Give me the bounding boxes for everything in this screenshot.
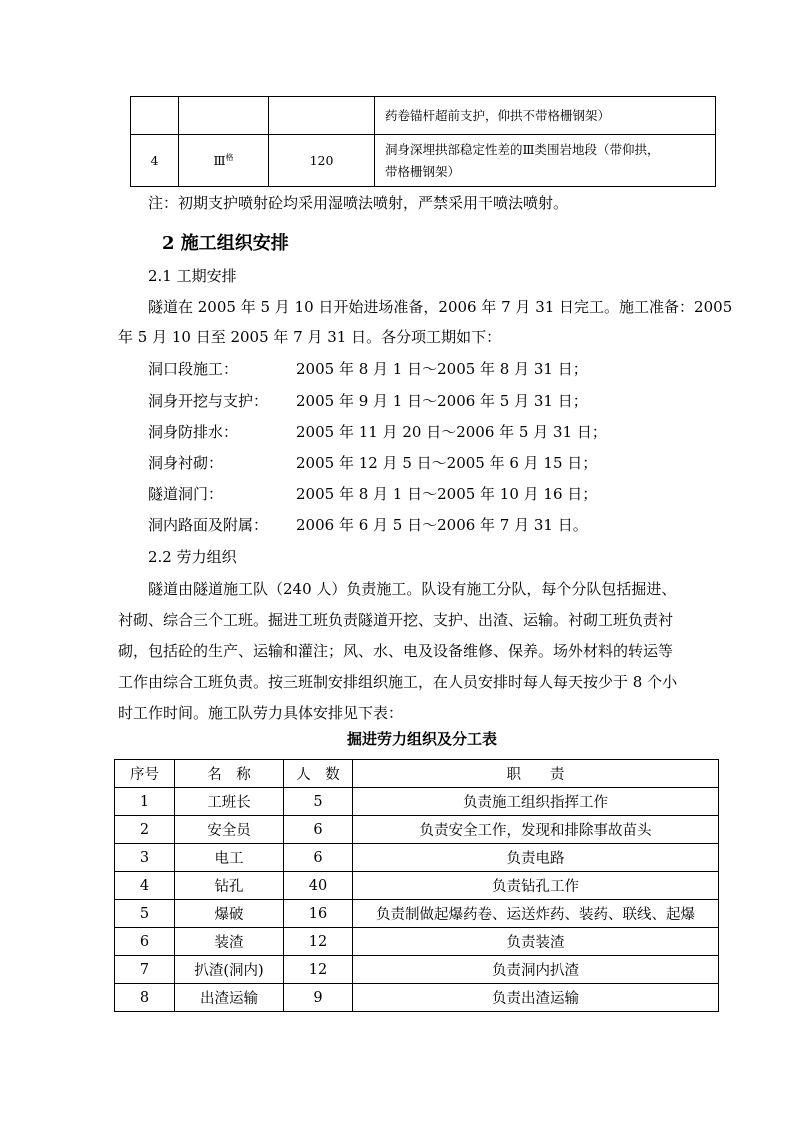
paragraph-line: 砌，包括砼的生产、运输和灌注；风、水、电及设备维修、保养。场外材料的转运等 <box>118 642 674 660</box>
table-cell <box>179 135 269 187</box>
desc-line: 洞身深埋拱部稳定性差的Ⅲ类围岩地段（带仰拱， <box>385 141 660 157</box>
subsection-title: 2.1 工期安排 <box>148 267 237 285</box>
table-cell: 工班长 <box>175 788 284 816</box>
desc-line: 带格栅钢架） <box>385 163 461 179</box>
labor-table <box>114 759 719 1012</box>
table-cell: 12 <box>284 928 353 956</box>
paragraph-line: 隧道在 2005 年 5 月 10 日开始进场准备，2006 年 7 月 31 日完工。施工准备：2005 <box>148 298 733 316</box>
table-cell: 6 <box>115 928 175 956</box>
column-header: 序号 <box>115 760 175 788</box>
table-caption: 掘进劳力组织及分工表 <box>347 730 498 748</box>
table-header-row <box>115 760 719 788</box>
table-row <box>115 984 719 1012</box>
paragraph-line: 年 5 月 10 日至 2005 年 7 月 31 日。各分项工期如下： <box>118 328 502 346</box>
schedule-label: 隧道洞门： <box>148 485 224 503</box>
table-cell <box>269 97 375 135</box>
table-cell: 扒渣(洞内) <box>175 956 284 984</box>
paragraph-line: 时工作时间。施工队劳力具体安排见下表： <box>118 704 404 722</box>
schedule-range: 2005 年 11 月 20 日～2006 年 5 月 31 日； <box>296 423 607 441</box>
table-cell: 负责制做起爆药卷、运送炸药、装药、联线、起爆 <box>353 900 719 928</box>
table-cell <box>375 135 716 187</box>
table-cell: 负责洞内扒渣 <box>353 956 719 984</box>
table-cell: 1 <box>115 788 175 816</box>
table-cell: 5 <box>115 900 175 928</box>
schedule-range: 2005 年 8 月 1 日～2005 年 10 月 16 日； <box>296 485 598 503</box>
table-cell <box>179 97 269 135</box>
table-cell: 爆破 <box>175 900 284 928</box>
schedule-range: 2005 年 12 月 5 日～2005 年 6 月 15 日； <box>296 454 598 472</box>
schedule-range: 2005 年 8 月 1 日～2005 年 8 月 31 日； <box>296 360 588 378</box>
table-cell: 负责安全工作，发现和排除事故苗头 <box>353 816 719 844</box>
table-cell: 4 <box>131 135 179 187</box>
paragraph-line: 隧道由隧道施工队（240 人）负责施工。队设有施工分队，每个分队包括掘进、 <box>148 580 677 598</box>
table-row <box>131 97 716 135</box>
table-cell: 7 <box>115 956 175 984</box>
table-cell: 120 <box>269 135 375 187</box>
table-cell: 负责施工组织指挥工作 <box>353 788 719 816</box>
table-row <box>115 900 719 928</box>
table-cell: 40 <box>284 872 353 900</box>
schedule-label: 洞口段施工： <box>148 360 239 378</box>
table-row <box>115 928 719 956</box>
table-cell: 负责装渣 <box>353 928 719 956</box>
table-cell: 2 <box>115 816 175 844</box>
schedule-label: 洞身衬砌： <box>148 454 224 472</box>
paragraph-line: 工作由综合工班负责。按三班制安排组织施工，在人员安排时每人每天按少于 8 个小 <box>118 673 678 691</box>
table-row <box>115 844 719 872</box>
table-cell: 4 <box>115 872 175 900</box>
schedule-range: 2006 年 6 月 5 日～2006 年 7 月 31 日。 <box>296 516 588 534</box>
table-cell: 电工 <box>175 844 284 872</box>
paragraph-line: 衬砌、综合三个工班。掘进工班负责隧道开挖、支护、出渣、运输。衬砌工班负责衬 <box>118 611 674 629</box>
rock-class-sup: 格 <box>225 153 234 163</box>
table-cell: 8 <box>115 984 175 1012</box>
column-header: 职 责 <box>353 760 719 788</box>
table-cell: 负责钻孔工作 <box>353 872 719 900</box>
table-cell: 6 <box>284 844 353 872</box>
table-cell: 6 <box>284 816 353 844</box>
schedule-label: 洞身防排水： <box>148 423 239 441</box>
table-cell: 负责出渣运输 <box>353 984 719 1012</box>
table-cell: 钻孔 <box>175 872 284 900</box>
table-cell: 负责电路 <box>353 844 719 872</box>
table-row <box>115 788 719 816</box>
schedule-label: 洞身开挖与支护： <box>148 392 269 410</box>
table-cell: 9 <box>284 984 353 1012</box>
table-cell: 装渣 <box>175 928 284 956</box>
section-title: 2 施工组织安排 <box>162 233 289 254</box>
table-cell: 3 <box>115 844 175 872</box>
table-cell: 12 <box>284 956 353 984</box>
table-cell: 出渣运输 <box>175 984 284 1012</box>
table-cell <box>131 97 179 135</box>
table-row <box>115 872 719 900</box>
schedule-label: 洞内路面及附属： <box>148 516 269 534</box>
table-cell: 16 <box>284 900 353 928</box>
support-table <box>130 96 716 187</box>
rock-class: Ⅲ <box>213 153 226 169</box>
column-header: 人 数 <box>284 760 353 788</box>
schedule-range: 2005 年 9 月 1 日～2006 年 5 月 31 日； <box>296 392 588 410</box>
subsection-title: 2.2 劳力组织 <box>148 548 237 566</box>
column-header: 名 称 <box>175 760 284 788</box>
table-row <box>115 816 719 844</box>
table-row <box>115 956 719 984</box>
table-cell: 5 <box>284 788 353 816</box>
table-row <box>131 135 716 187</box>
table-cell: 安全员 <box>175 816 284 844</box>
table-cell: 药卷锚杆超前支护，仰拱不带格栅钢架） <box>375 97 716 135</box>
note: 注：初期支护喷射砼均采用湿喷法喷射，严禁采用干喷法喷射。 <box>148 194 569 212</box>
